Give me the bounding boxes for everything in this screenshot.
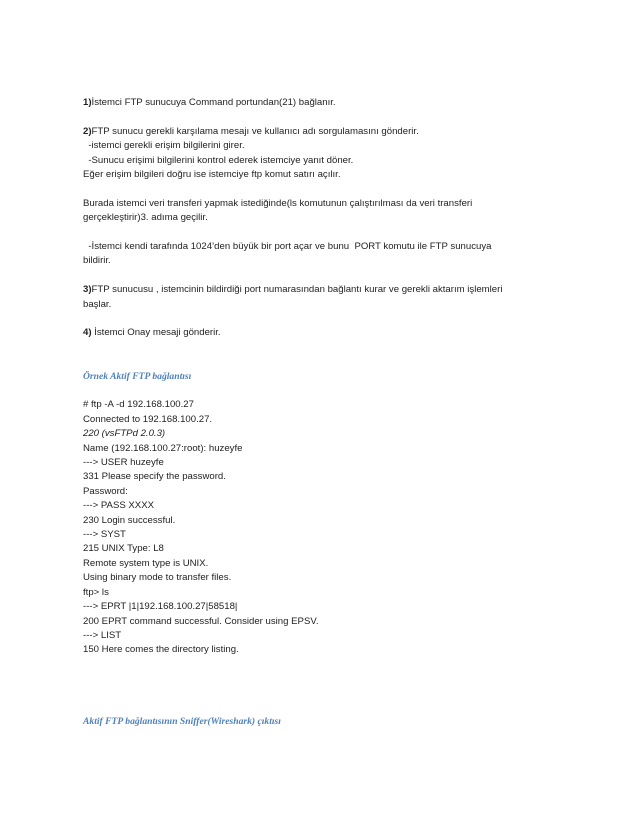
terminal-line: 215 UNIX Type: L8 <box>83 543 164 555</box>
step-3-number: 3) <box>83 284 92 296</box>
step-2 <box>83 125 543 139</box>
step-4 <box>83 326 543 340</box>
terminal-line: 230 Login successful. <box>83 514 176 526</box>
terminal-line: Connected to 192.168.100.27. <box>83 413 213 425</box>
terminal-line: Name (192.168.100.27:root): huzeyfe <box>83 442 243 454</box>
document-body <box>83 96 543 730</box>
terminal-line: ---> EPRT |1|192.168.100.27|58518| <box>83 601 238 613</box>
terminal-line: Using binary mode to transfer files. <box>83 572 232 584</box>
port-note-line-1: -İstemci kendi tarafında 1024’den büyük bir port açar ve bunu PORT komutu ile FTP sunucuya <box>83 241 492 253</box>
step-1-number: 1) <box>83 97 92 108</box>
step-4-text: İstemci Onay mesaji gönderir. <box>91 327 221 339</box>
step-2-sub-2: -Sunucu erişimi bilgilerini kontrol ederek istemciye yanıt döner. <box>83 154 354 166</box>
terminal-line: Password: <box>83 485 128 497</box>
step-3-text-line-1: FTP sunucusu , istemcinin bildirdiği port numarasından bağlantı kurar ve gerekli aktarım işlemleri <box>91 284 503 296</box>
step-2-sub-1: -istemci gerekli erişim bilgilerini girer. <box>83 140 245 152</box>
example-heading: Örnek Aktif FTP bağlantısı <box>83 370 192 382</box>
step-1-text: İstemci FTP sunucuya Command portundan(21) bağlanır. <box>91 97 336 108</box>
step-3-text-line-2: başlar. <box>83 298 112 310</box>
terminal-line: ---> SYST <box>83 529 126 541</box>
sniffer-heading: Aktif FTP bağlantısının Sniffer(Wireshark) çıktısı <box>83 716 281 728</box>
terminal-line: ---> USER huzeyfe <box>83 457 164 469</box>
transfer-note-line-1: Burada istemci veri transferi yapmak istediğinde(ls komutunun çalıştırılması da veri transferi <box>83 197 473 209</box>
terminal-line: ---> LIST <box>83 629 122 641</box>
step-2-sub-3: Eğer erişim bilgileri doğru ise istemciye ftp komut satırı açılır. <box>83 169 341 181</box>
port-note-line-2: bildirir. <box>83 255 111 267</box>
terminal-line: 220 (vsFTPd 2.0.3) <box>83 428 166 440</box>
example-terminal-output <box>83 398 543 657</box>
step-1 <box>83 96 543 110</box>
transfer-note-line-2: gerçekleştirir)3. adıma geçilir. <box>83 212 208 224</box>
step-2-text: FTP sunucu gerekli karşılama mesajı ve kullanıcı adı sorgulamasını gönderir. <box>91 125 419 137</box>
step-4-number: 4) <box>83 327 92 339</box>
step-3 <box>83 283 543 297</box>
terminal-line: Remote system type is UNIX. <box>83 557 209 569</box>
step-2-number: 2) <box>83 125 92 137</box>
terminal-line: 150 Here comes the directory listing. <box>83 644 239 656</box>
terminal-line: 200 EPRT command successful. Consider using EPSV. <box>83 615 319 627</box>
terminal-line: # ftp -A -d 192.168.100.27 <box>83 399 194 411</box>
terminal-line: ftp> ls <box>83 586 109 598</box>
terminal-line: ---> PASS XXXX <box>83 500 154 512</box>
terminal-line: 331 Please specify the password. <box>83 471 226 483</box>
